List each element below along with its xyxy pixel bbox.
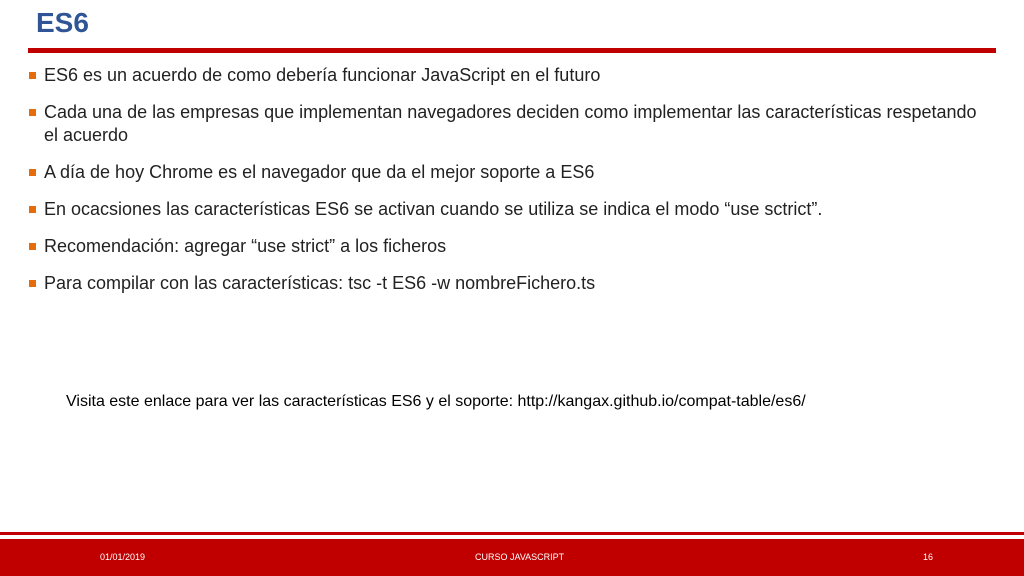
bullet-text: Recomendación: agregar “use strict” a los ficheros [44, 236, 447, 256]
bullet-item [28, 272, 988, 295]
bullet-item [28, 198, 988, 221]
bullet-text: ES6 es un acuerdo de como debería funcionar JavaScript en el futuro [44, 65, 601, 85]
bullet-item [28, 101, 988, 147]
square-bullet-icon [29, 206, 36, 213]
compat-table-note: Visita este enlace para ver las características ES6 y el soporte: http://kangax.github.io/compat-table/es6/ [66, 393, 806, 410]
square-bullet-icon [29, 72, 36, 79]
bullet-text: En ocacsiones las características ES6 se activan cuando se utiliza se indica el modo “use sctrict”. [44, 199, 823, 219]
bullet-text: Cada una de las empresas que implementan navegadores deciden como implementar las características respetando el acuerdo [44, 102, 977, 145]
footer-date: 01/01/2019 [100, 552, 146, 562]
bullet-item [28, 235, 988, 258]
slide-title: ES6 [36, 7, 89, 38]
bullet-item [28, 64, 988, 87]
square-bullet-icon [29, 243, 36, 250]
footer-page-number: 16 [923, 552, 934, 562]
square-bullet-icon [29, 169, 36, 176]
bullet-item [28, 161, 988, 184]
footer-bar [0, 539, 1024, 576]
bullet-text: A día de hoy Chrome es el navegador que da el mejor soporte a ES6 [44, 162, 595, 182]
title-underline [28, 48, 996, 53]
footer-divider [0, 532, 1024, 535]
square-bullet-icon [29, 109, 36, 116]
bullet-list [28, 64, 988, 309]
footer-course-name: CURSO JAVASCRIPT [475, 552, 565, 562]
square-bullet-icon [29, 280, 36, 287]
bullet-text: Para compilar con las características: tsc -t ES6 -w nombreFichero.ts [44, 273, 596, 293]
